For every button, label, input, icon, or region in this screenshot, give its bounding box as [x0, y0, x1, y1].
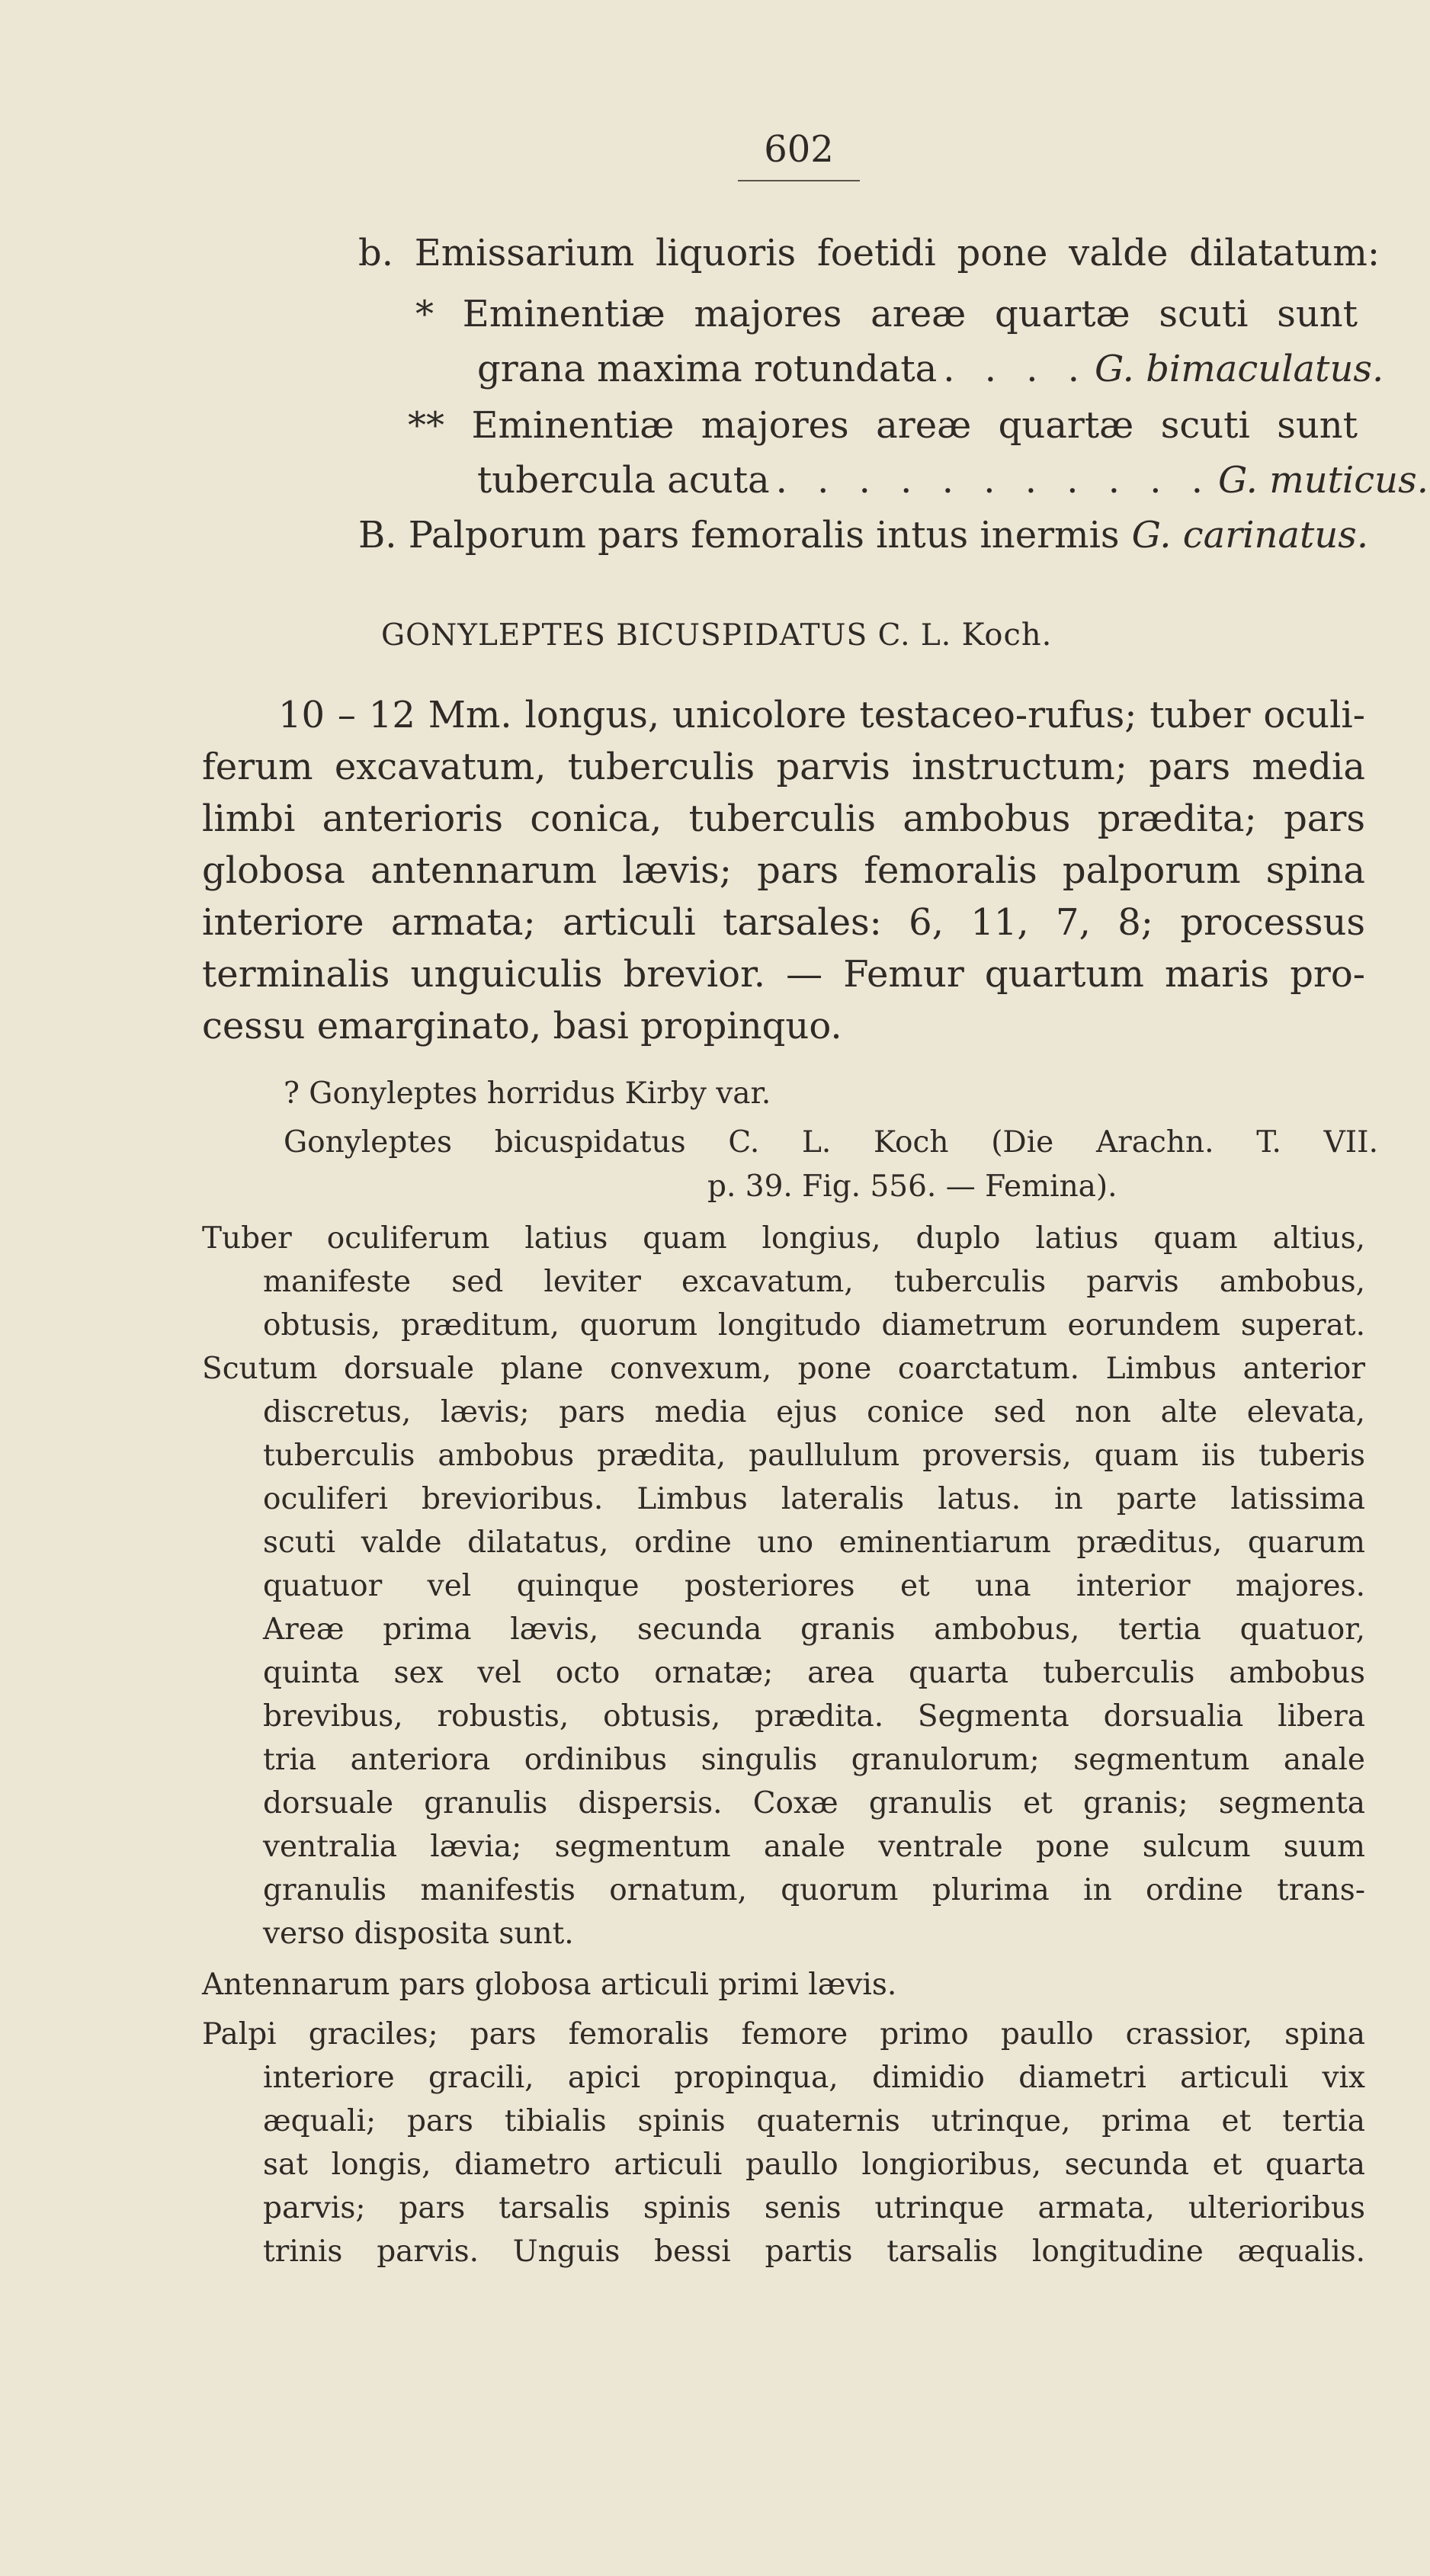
description-line: Palpi graciles; pars femoralis femore primo paullo crassior, spina: [202, 2017, 1365, 2051]
key-star2-line2: [477, 457, 1428, 503]
key-star2-text: tubercula acuta: [477, 459, 770, 502]
description-line: interiore gracili, apici propinqua, dimidio diametri articuli vix: [263, 2061, 1365, 2095]
key-star1-text: grana maxima rotundata: [477, 348, 938, 390]
description-line: obtusis, præditum, quorum longitudo diametrum eorundem superat.: [263, 1308, 1365, 1343]
description-line: Antennarum pars globosa articuli primi lævis.: [202, 1968, 897, 2002]
description-line: ventralia lævia; segmentum anale ventrale pone sulcum suum: [263, 1830, 1365, 1864]
diagnosis-line: globosa antennarum lævis; pars femoralis palporum spina: [202, 849, 1365, 892]
description-line: Tuber oculiferum latius quam longius, duplo latius quam altius,: [202, 1221, 1365, 1256]
description-line: verso disposita sunt.: [263, 1917, 574, 1951]
page-number: 602: [764, 128, 834, 171]
key-b-line: b. Emissarium liquoris foetidi pone valde dilatatum:: [358, 232, 1380, 274]
diagnosis-line: 10 – 12 Mm. longus, unicolore testaceo-rufus; tuber oculi-: [278, 694, 1365, 736]
description-line: Scutum dorsuale plane convexum, pone coarctatum. Limbus anterior: [202, 1352, 1365, 1386]
key-B-text: B. Palporum pars femoralis intus inermis: [358, 514, 1120, 557]
synonymy-line: ? Gonyleptes horridus Kirby var.: [284, 1076, 771, 1111]
description-line: tria anteriora ordinibus singulis granulorum; segmentum anale: [263, 1743, 1365, 1777]
key-star2-line1: ** Eminentiæ majores areæ quartæ scuti sunt: [408, 404, 1358, 447]
description-line: manifeste sed leviter excavatum, tuberculis parvis ambobus,: [263, 1265, 1365, 1299]
key-B-species: G. carinatus.: [1131, 514, 1369, 557]
description-line: oculiferi brevioribus. Limbus lateralis latus. in parte latissima: [263, 1482, 1365, 1516]
key-B-line: [358, 512, 1369, 558]
species-name: GONYLEPTES BICUSPIDATUS C. L.: [381, 618, 952, 653]
description-line: quinta sex vel octo ornatæ; area quarta tuberculis ambobus: [263, 1656, 1365, 1690]
description-line: æquali; pars tibialis spinis quaternis utrinque, prima et tertia: [263, 2104, 1365, 2138]
description-line: quatuor vel quinque posteriores et una interior majores.: [263, 1569, 1365, 1603]
species-author: Koch.: [961, 618, 1053, 653]
diagnosis-line: cessu emarginato, basi propinquo.: [202, 1005, 842, 1047]
description-line: parvis; pars tarsalis spinis senis utrinque armata, ulterioribus: [263, 2191, 1365, 2225]
description-line: trinis parvis. Unguis bessi partis tarsalis longitudine æqualis.: [263, 2234, 1365, 2269]
key-star1-species: G. bimaculatus.: [1095, 348, 1384, 390]
description-line: dorsuale granulis dispersis. Coxæ granulis et granis; segmenta: [263, 1786, 1365, 1821]
diagnosis-line: terminalis unguiculis brevior. — Femur quartum maris pro-: [202, 953, 1365, 996]
species-heading: [381, 616, 1052, 655]
description-line: sat longis, diametro articuli paullo longioribus, secunda et quarta: [263, 2148, 1365, 2182]
description-line: granulis manifestis ornatum, quorum plurima in ordine trans-: [263, 1873, 1365, 1907]
key-star1-line2: [477, 346, 1384, 392]
key-star1-dots: . . . .: [943, 348, 1089, 390]
description-line: tuberculis ambobus prædita, paullulum proversis, quam iis tuberis: [263, 1439, 1365, 1473]
diagnosis-line: interiore armata; articuli tarsales: 6, 11, 7, 8; processus: [202, 901, 1365, 944]
description-line: discretus, lævis; pars media ejus conice sed non alte elevata,: [263, 1395, 1365, 1429]
diagnosis-line: limbi anterioris conica, tuberculis ambobus prædita; pars: [202, 797, 1365, 840]
description-line: scuti valde dilatatus, ordine uno eminentiarum præditus, quarum: [263, 1525, 1365, 1560]
diagnosis-line: ferum excavatum, tuberculis parvis instructum; pars media: [202, 746, 1365, 788]
description-line: Areæ prima lævis, secunda granis ambobus, tertia quatuor,: [263, 1612, 1365, 1647]
key-star2-species: G. muticus.: [1218, 459, 1428, 502]
description-line: brevibus, robustis, obtusis, prædita. Segmenta dorsualia libera: [263, 1699, 1365, 1734]
key-star2-dots: . . . . . . . . . . .: [775, 459, 1213, 502]
synonymy-line: Gonyleptes bicuspidatus C. L. Koch (Die Arachn. T. VII.: [284, 1125, 1378, 1160]
header-rule: [738, 180, 860, 181]
key-star1-line1: * Eminentiæ majores areæ quartæ scuti sunt: [415, 293, 1358, 335]
synonymy-line: p. 39. Fig. 556. — Femina).: [707, 1169, 1117, 1204]
